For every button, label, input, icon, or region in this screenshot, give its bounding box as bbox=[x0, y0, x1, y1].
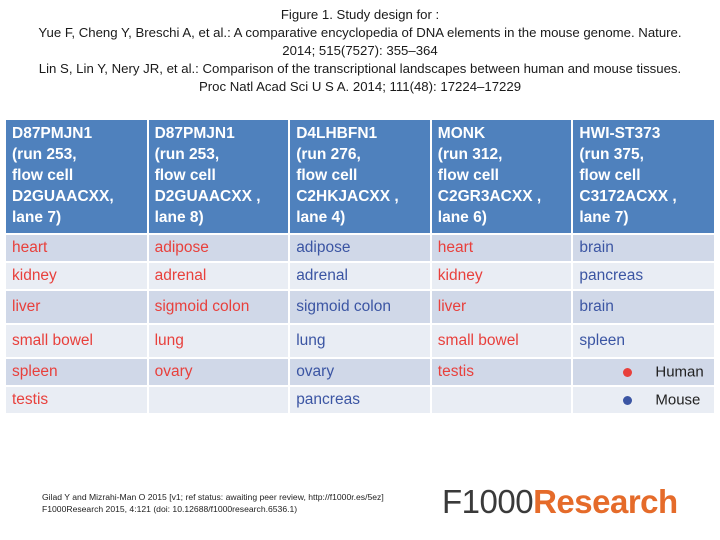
caption-line-2: Yue F, Cheng Y, Breschi A, et al.: A comparative encyclopedia of DNA elements in the mouse genome. Nature. bbox=[38, 25, 682, 40]
tissue-cell: ovary bbox=[289, 358, 431, 386]
tissue-cell: adrenal bbox=[148, 262, 290, 290]
header-cell-sample-2: D87PMJN1 (run 253, flow cell D2GUAACXX , lane 8) bbox=[148, 120, 290, 234]
table-row bbox=[6, 386, 714, 413]
tissue-cell: sigmoid colon bbox=[289, 290, 431, 324]
tissue-cell: lung bbox=[289, 324, 431, 358]
logo-research: Research bbox=[533, 483, 678, 520]
citation-line-1: Gilad Y and Mizrahi-Man O 2015 [v1; ref status: awaiting peer review, http://f1000r.es/5ez] bbox=[42, 492, 384, 502]
tissue-cell: sigmoid colon bbox=[148, 290, 290, 324]
caption-line-1: Figure 1. Study design for : bbox=[280, 7, 440, 22]
tissue-cell: heart bbox=[6, 234, 148, 262]
caption-line-5: Proc Natl Acad Sci U S A. 2014; 111(48): 17224–17229 bbox=[198, 79, 522, 94]
tissue-cell: spleen bbox=[6, 358, 148, 386]
header-cell-sample-1: D87PMJN1 (run 253, flow cell D2GUAACXX, lane 7) bbox=[6, 120, 148, 234]
tissue-cell: brain bbox=[572, 290, 714, 324]
tissue-cell: testis bbox=[431, 358, 573, 386]
header-cell-sample-5: HWI-ST373 (run 375, flow cell C3172ACXX , lane 7) bbox=[572, 120, 714, 234]
f1000research-logo bbox=[442, 482, 678, 522]
legend-mouse-label: Mouse bbox=[655, 391, 701, 409]
tissue-cell bbox=[431, 386, 573, 413]
tissue-cell: heart bbox=[431, 234, 573, 262]
table-row bbox=[6, 234, 714, 262]
tissue-cell: liver bbox=[6, 290, 148, 324]
tissue-cell: kidney bbox=[431, 262, 573, 290]
tissue-cell: adipose bbox=[148, 234, 290, 262]
tissue-cell: small bowel bbox=[6, 324, 148, 358]
tissue-cell: brain bbox=[572, 234, 714, 262]
table-row bbox=[6, 290, 714, 324]
table-row bbox=[6, 262, 714, 290]
human-dot-icon bbox=[623, 368, 632, 377]
table-row bbox=[6, 358, 714, 386]
legend-mouse bbox=[572, 386, 714, 413]
tissue-cell: pancreas bbox=[289, 386, 431, 413]
legend-human bbox=[572, 358, 714, 386]
citation-line-2: F1000Research 2015, 4:121 (doi: 10.12688/f1000research.6536.1) bbox=[42, 504, 298, 514]
header-cell-sample-4: MONK (run 312, flow cell C2GR3ACXX , lane 6) bbox=[431, 120, 573, 234]
tissue-cell: testis bbox=[6, 386, 148, 413]
tissue-cell: liver bbox=[431, 290, 573, 324]
tissue-cell: small bowel bbox=[431, 324, 573, 358]
caption-line-4: Lin S, Lin Y, Nery JR, et al.: Comparison of the transcriptional landscapes between human and mouse tissues. bbox=[38, 61, 682, 76]
tissue-cell: ovary bbox=[148, 358, 290, 386]
study-design-table bbox=[6, 120, 714, 413]
logo-f1000: F1000 bbox=[442, 483, 534, 520]
tissue-cell: kidney bbox=[6, 262, 148, 290]
legend-human-label: Human bbox=[655, 363, 704, 381]
table-row bbox=[6, 324, 714, 358]
mouse-dot-icon bbox=[623, 396, 632, 405]
tissue-cell: spleen bbox=[572, 324, 714, 358]
tissue-cell: pancreas bbox=[572, 262, 714, 290]
figure-caption bbox=[0, 6, 720, 96]
header-cell-sample-3: D4LHBFN1 (run 276, flow cell C2HKJACXX , lane 4) bbox=[289, 120, 431, 234]
tissue-cell: adipose bbox=[289, 234, 431, 262]
header-row bbox=[6, 120, 714, 234]
tissue-cell: lung bbox=[148, 324, 290, 358]
tissue-cell bbox=[148, 386, 290, 413]
study-design-table-container bbox=[6, 120, 714, 413]
citation bbox=[42, 491, 422, 515]
tissue-cell: adrenal bbox=[289, 262, 431, 290]
caption-line-3: 2014; 515(7527): 355–364 bbox=[282, 43, 438, 58]
